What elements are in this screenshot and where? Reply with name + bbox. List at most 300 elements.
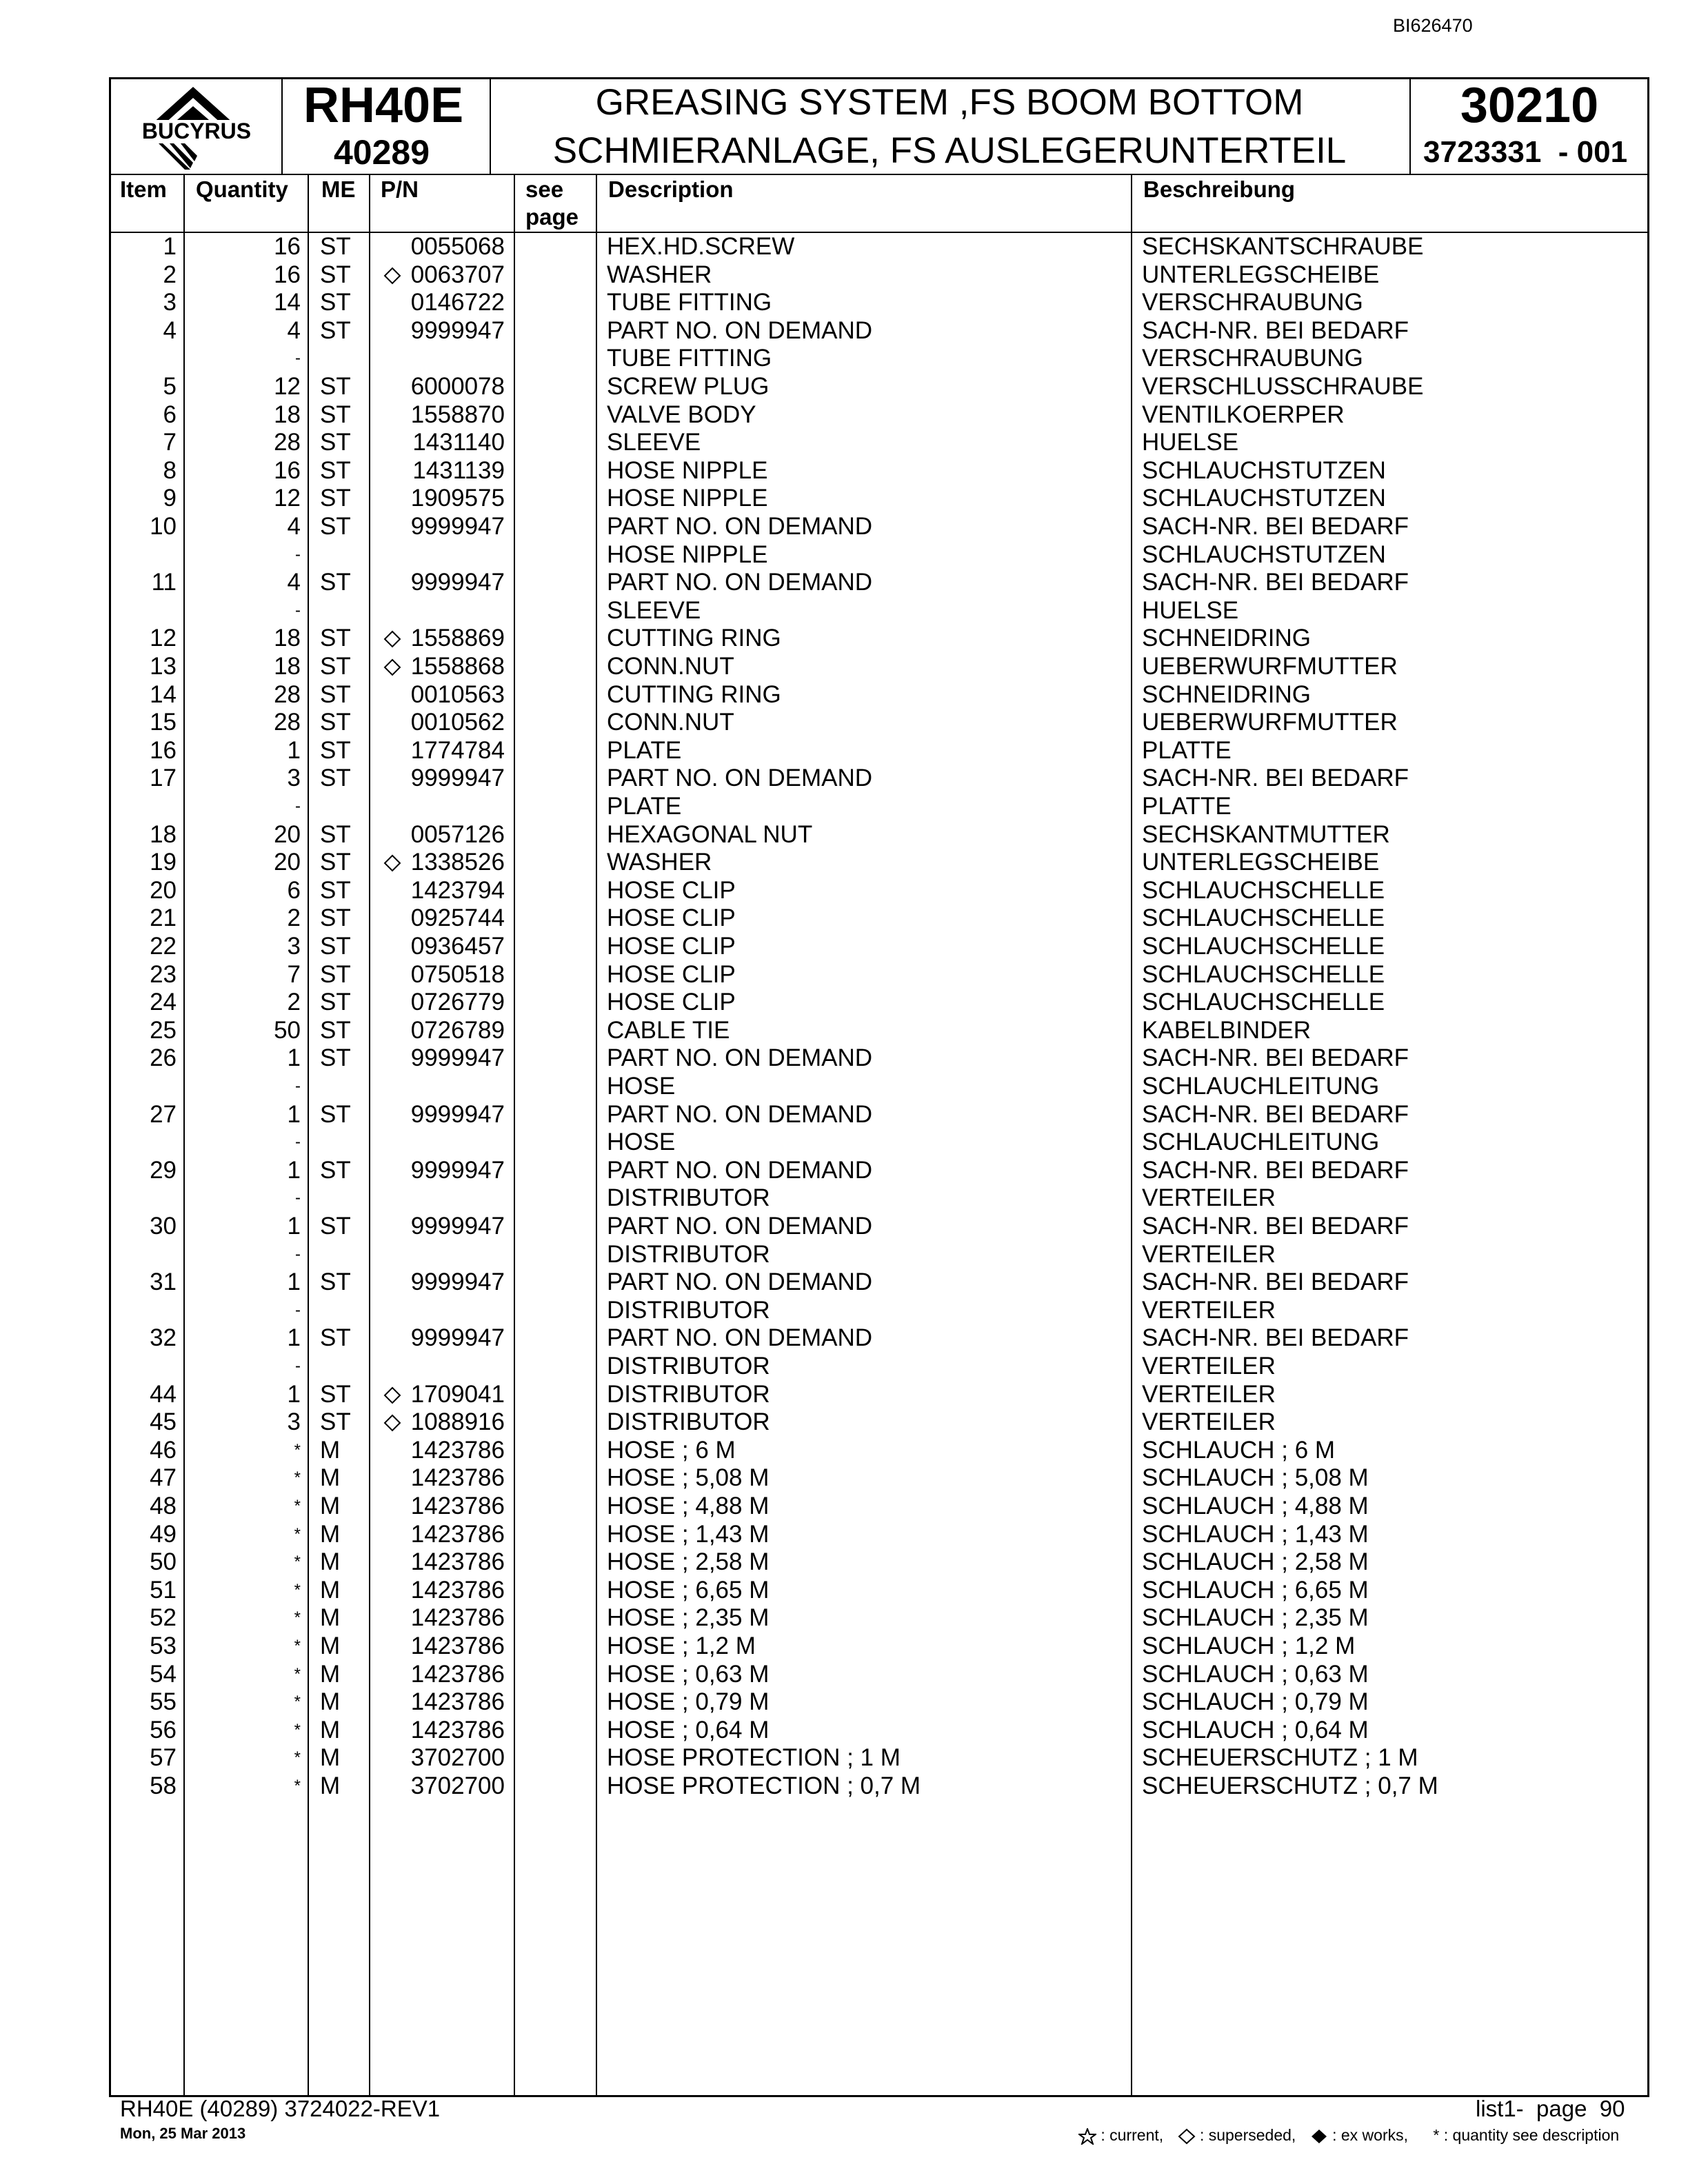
beschreibung: VERTEILER: [1142, 1184, 1276, 1212]
header-divider-v1: [281, 77, 283, 175]
description: PART NO. ON DEMAND: [607, 569, 873, 596]
part-number: 3702700: [410, 1744, 505, 1772]
part-number: 9999947: [410, 1268, 505, 1296]
item-number: 53: [150, 1632, 177, 1659]
part-number: 3702700: [410, 1772, 505, 1799]
item-number: 11: [151, 569, 177, 596]
item-number: 25: [150, 1016, 177, 1044]
part-number: 6000078: [410, 373, 505, 400]
description: SLEEVE: [607, 429, 701, 456]
unit: M: [320, 1688, 341, 1716]
unit: ST: [320, 1268, 351, 1296]
quantity: *: [294, 1777, 301, 1795]
quantity: -: [295, 1133, 301, 1152]
unit: ST: [320, 373, 351, 400]
beschreibung: SCHEUERSCHUTZ ; 1 M: [1142, 1744, 1418, 1772]
item-number: 19: [150, 849, 177, 876]
beschreibung: HUELSE: [1142, 429, 1239, 456]
col-header-see: see: [525, 176, 564, 202]
quantity: *: [294, 1608, 301, 1628]
quantity: 12: [274, 485, 301, 512]
part-number: 1423786: [410, 1493, 505, 1519]
quantity: *: [294, 1692, 301, 1712]
description: PART NO. ON DEMAND: [607, 765, 873, 792]
footer-legend: [1078, 2126, 1619, 2145]
unit: M: [320, 1660, 341, 1688]
part-number: 1423786: [410, 1548, 505, 1576]
beschreibung: VERSCHRAUBUNG: [1142, 345, 1363, 372]
part-number: 1909575: [410, 485, 505, 512]
unit: ST: [320, 709, 351, 736]
quantity: 3: [287, 1408, 301, 1436]
beschreibung: UNTERLEGSCHEIBE: [1142, 261, 1380, 288]
description: CONN.NUT: [607, 709, 734, 736]
part-number: 1423786: [410, 1576, 505, 1604]
footer-date: Mon, 25 Mar 2013: [120, 2125, 246, 2142]
description: PLATE: [607, 793, 682, 820]
unit: ST: [320, 736, 351, 764]
quantity: 20: [274, 849, 301, 876]
description: HOSE ; 1,43 M: [607, 1520, 770, 1548]
part-number: 1088916: [410, 1408, 505, 1436]
quantity: 3: [287, 765, 301, 792]
unit: ST: [320, 233, 351, 260]
bucyrus-logo: [119, 81, 274, 171]
description: DISTRIBUTOR: [607, 1184, 770, 1212]
col-header-quantity: Quantity: [196, 176, 288, 202]
star-outline-icon: [1078, 2128, 1096, 2145]
part-number: 1774784: [410, 736, 505, 764]
item-number: 45: [150, 1408, 177, 1436]
part-number: 1423786: [410, 1632, 505, 1659]
item-number: 21: [150, 904, 177, 932]
beschreibung: UEBERWURFMUTTER: [1142, 653, 1398, 680]
beschreibung: VERSCHRAUBUNG: [1142, 289, 1363, 316]
unit: M: [320, 1493, 341, 1519]
beschreibung: SACH-NR. BEI BEDARF: [1142, 316, 1409, 344]
diamond-outline-icon: [1178, 2128, 1196, 2145]
quantity: 1: [287, 1324, 301, 1352]
part-number: 1423786: [410, 1604, 505, 1632]
item-number: 5: [163, 373, 177, 400]
part-number: 0726779: [410, 989, 505, 1016]
unit: ST: [320, 960, 351, 988]
col-divider-item: [183, 174, 185, 2097]
footer-document-ref: RH40E (40289) 3724022-REV1: [120, 2096, 441, 2121]
part-number: 9999947: [410, 316, 505, 344]
unit: ST: [320, 849, 351, 876]
item-number: 23: [150, 960, 177, 988]
quantity: 28: [274, 709, 301, 736]
item-number: 58: [150, 1772, 177, 1799]
beschreibung: HUELSE: [1142, 596, 1239, 624]
quantity: *: [294, 1720, 301, 1739]
unit: ST: [320, 1016, 351, 1044]
beschreibung: SCHLAUCHLEITUNG: [1142, 1129, 1380, 1156]
item-number: 4: [163, 316, 177, 344]
description: CUTTING RING: [607, 680, 781, 708]
item-number: 14: [150, 680, 177, 708]
description: TUBE FITTING: [607, 289, 772, 316]
quantity: 16: [274, 456, 301, 484]
description: DISTRIBUTOR: [607, 1240, 770, 1268]
part-number: 1709041: [410, 1380, 505, 1408]
beschreibung: SCHLAUCHSCHELLE: [1142, 904, 1385, 932]
legend-current: : current,: [1101, 2126, 1164, 2144]
item-number: 52: [150, 1604, 177, 1632]
unit: M: [320, 1716, 341, 1743]
legend-superseded: : superseded,: [1199, 2126, 1296, 2144]
description: WASHER: [607, 261, 712, 288]
description: HOSE ; 0,79 M: [607, 1688, 770, 1716]
unit: ST: [320, 289, 351, 316]
part-number: 9999947: [410, 765, 505, 792]
beschreibung: SACH-NR. BEI BEDARF: [1142, 765, 1409, 792]
header-divider: [109, 174, 1649, 175]
quantity: 28: [274, 680, 301, 708]
item-number: 54: [150, 1660, 177, 1688]
part-number: 1423786: [410, 1688, 505, 1716]
item-number: 32: [150, 1324, 177, 1352]
part-number: 1423786: [410, 1436, 505, 1464]
item-number: 17: [150, 765, 177, 792]
item-number: 47: [150, 1464, 177, 1492]
description: PART NO. ON DEMAND: [607, 1100, 873, 1128]
unit: M: [320, 1604, 341, 1632]
part-number: 9999947: [410, 569, 505, 596]
unit: ST: [320, 1100, 351, 1128]
beschreibung: SCHLAUCH ; 1,43 M: [1142, 1520, 1369, 1548]
part-number: 0063707: [410, 261, 505, 288]
beschreibung: SCHLAUCHSTUTZEN: [1142, 540, 1386, 568]
description: HOSE ; 4,88 M: [607, 1493, 770, 1519]
quantity: -: [295, 1077, 301, 1095]
beschreibung: SCHLAUCHSCHELLE: [1142, 960, 1385, 988]
beschreibung: SCHLAUCH ; 4,88 M: [1142, 1493, 1369, 1519]
diamond-outline-icon: [383, 1386, 401, 1404]
part-number: 9999947: [410, 513, 505, 540]
description: DISTRIBUTOR: [607, 1353, 770, 1379]
description: HOSE ; 2,35 M: [607, 1604, 770, 1632]
quantity: -: [295, 600, 301, 620]
diamond-filled-icon: [1310, 2128, 1328, 2145]
description: HEXAGONAL NUT: [607, 820, 813, 848]
beschreibung: KABELBINDER: [1142, 1016, 1312, 1044]
quantity: *: [294, 1637, 301, 1655]
quantity: *: [294, 1580, 301, 1599]
unit: ST: [320, 1408, 351, 1436]
beschreibung: VENTILKOERPER: [1142, 401, 1345, 428]
item-number: 27: [150, 1100, 177, 1128]
description: HOSE NIPPLE: [607, 485, 768, 512]
item-number: 29: [150, 1156, 177, 1184]
description: HOSE ; 6 M: [607, 1436, 736, 1464]
item-number: 30: [150, 1213, 177, 1240]
beschreibung: SECHSKANTMUTTER: [1142, 820, 1390, 848]
quantity: *: [294, 1748, 301, 1768]
group-number: 30210: [1460, 78, 1599, 133]
drawing-number: 3723331 - 001: [1423, 135, 1628, 169]
quantity: 14: [274, 289, 301, 316]
unit: ST: [320, 989, 351, 1016]
description: HOSE CLIP: [607, 904, 736, 932]
item-number: 8: [163, 456, 177, 484]
model-name: RH40E: [303, 78, 464, 133]
quantity: *: [294, 1468, 301, 1488]
description: HOSE PROTECTION ; 1 M: [607, 1744, 901, 1772]
quantity: -: [295, 1300, 301, 1320]
quantity: 18: [274, 401, 301, 428]
col-header-item: Item: [120, 176, 167, 202]
part-number: 0146722: [410, 289, 505, 316]
unit: ST: [320, 401, 351, 428]
unit: ST: [320, 653, 351, 680]
description: PART NO. ON DEMAND: [607, 1324, 873, 1352]
beschreibung: SCHLAUCHSTUTZEN: [1142, 485, 1386, 512]
description: HOSE NIPPLE: [607, 456, 768, 484]
col-divider-qty: [308, 174, 309, 2097]
quantity: 4: [287, 569, 301, 596]
beschreibung: SCHLAUCH ; 0,64 M: [1142, 1716, 1369, 1743]
description: DISTRIBUTOR: [607, 1296, 770, 1324]
item-number: 1: [163, 233, 177, 260]
quantity: -: [295, 545, 301, 564]
col-divider-me: [369, 174, 370, 2097]
beschreibung: SCHLAUCH ; 6 M: [1142, 1436, 1336, 1464]
beschreibung: SCHLAUCH ; 0,63 M: [1142, 1660, 1369, 1688]
part-number: 1431140: [412, 429, 505, 456]
unit: M: [320, 1632, 341, 1659]
description: DISTRIBUTOR: [607, 1408, 770, 1436]
unit: ST: [320, 876, 351, 904]
col-header-pn: P/N: [381, 176, 419, 202]
description: HOSE ; 0,64 M: [607, 1716, 770, 1743]
item-number: 46: [150, 1436, 177, 1464]
item-number: 57: [150, 1744, 177, 1772]
quantity: 1: [287, 1100, 301, 1128]
description: HOSE NIPPLE: [607, 540, 768, 568]
beschreibung: SCHLAUCHSTUTZEN: [1142, 456, 1386, 484]
description: CONN.NUT: [607, 653, 734, 680]
item-number: 10: [150, 513, 177, 540]
description: HOSE: [607, 1073, 676, 1100]
quantity: 4: [287, 513, 301, 540]
quantity: -: [295, 1357, 301, 1375]
beschreibung: SACH-NR. BEI BEDARF: [1142, 1044, 1409, 1072]
part-number: 0925744: [410, 904, 505, 932]
item-number: 6: [163, 401, 177, 428]
col-header-beschreibung: Beschreibung: [1143, 176, 1296, 202]
beschreibung: SACH-NR. BEI BEDARF: [1142, 1156, 1409, 1184]
unit: ST: [320, 904, 351, 932]
unit: M: [320, 1436, 341, 1464]
beschreibung: SACH-NR. BEI BEDARF: [1142, 1213, 1409, 1240]
unit: M: [320, 1576, 341, 1604]
unit: ST: [320, 485, 351, 512]
item-number: 50: [150, 1548, 177, 1576]
item-number: 22: [150, 933, 177, 960]
unit: M: [320, 1744, 341, 1772]
item-number: 20: [150, 876, 177, 904]
diamond-outline-icon: [383, 658, 401, 676]
description: SLEEVE: [607, 596, 701, 624]
part-number: 1558868: [410, 653, 505, 680]
item-number: 48: [150, 1493, 177, 1519]
beschreibung: SCHLAUCH ; 0,79 M: [1142, 1688, 1369, 1716]
quantity: *: [294, 1553, 301, 1572]
beschreibung: SACH-NR. BEI BEDARF: [1142, 1324, 1409, 1352]
item-number: 16: [150, 736, 177, 764]
col-divider-seepage: [596, 174, 597, 2097]
col-divider-pn: [514, 174, 515, 2097]
quantity: 1: [287, 1380, 301, 1408]
unit: ST: [320, 1044, 351, 1072]
quantity: 7: [287, 960, 301, 988]
part-number: 9999947: [410, 1044, 505, 1072]
quantity: 16: [274, 233, 301, 260]
item-number: 18: [150, 820, 177, 848]
quantity: -: [295, 1244, 301, 1264]
beschreibung: SCHLAUCH ; 2,58 M: [1142, 1548, 1369, 1576]
unit: M: [320, 1464, 341, 1492]
legend-quantity: * : quantity see description: [1433, 2126, 1620, 2144]
description: HOSE ; 0,63 M: [607, 1660, 770, 1688]
unit: ST: [320, 261, 351, 288]
serial-number: 40289: [334, 133, 430, 172]
description: HOSE CLIP: [607, 933, 736, 960]
part-number: 1423786: [410, 1520, 505, 1548]
beschreibung: PLATTE: [1142, 736, 1232, 764]
part-number: 1431139: [412, 456, 505, 484]
part-number: 0057126: [410, 820, 505, 848]
quantity: 18: [274, 625, 301, 652]
part-number: 1338526: [410, 849, 505, 876]
title-english: GREASING SYSTEM ,FS BOOM BOTTOM: [595, 82, 1304, 123]
beschreibung: VERTEILER: [1142, 1296, 1276, 1324]
description: SCREW PLUG: [607, 373, 770, 400]
description: TUBE FITTING: [607, 345, 772, 372]
description: WASHER: [607, 849, 712, 876]
description: HOSE PROTECTION ; 0,7 M: [607, 1772, 921, 1799]
beschreibung: SCHLAUCHSCHELLE: [1142, 876, 1385, 904]
quantity: *: [294, 1440, 301, 1459]
unit: ST: [320, 765, 351, 792]
quantity: *: [294, 1497, 301, 1515]
description: CUTTING RING: [607, 625, 781, 652]
item-number: 2: [163, 261, 177, 288]
quantity: 1: [287, 1268, 301, 1296]
diamond-outline-icon: [383, 630, 401, 648]
unit: ST: [320, 316, 351, 344]
beschreibung: VERTEILER: [1142, 1240, 1276, 1268]
beschreibung: SCHLAUCHSCHELLE: [1142, 933, 1385, 960]
part-number: 0010563: [410, 680, 505, 708]
unit: ST: [320, 513, 351, 540]
unit: ST: [320, 456, 351, 484]
item-number: 31: [150, 1268, 177, 1296]
item-number: 7: [163, 429, 177, 456]
description: VALVE BODY: [607, 401, 756, 428]
part-number: 9999947: [410, 1324, 505, 1352]
col-header-description: Description: [608, 176, 734, 202]
part-number: 0750518: [410, 960, 505, 988]
unit: ST: [320, 1213, 351, 1240]
item-number: 24: [150, 989, 177, 1016]
quantity: 50: [274, 1016, 301, 1044]
beschreibung: SCHLAUCH ; 1,2 M: [1142, 1632, 1356, 1659]
unit: M: [320, 1520, 341, 1548]
col-divider-desc: [1131, 174, 1132, 2097]
footer-page: list1- page 90: [1476, 2096, 1625, 2121]
quantity: 3: [287, 933, 301, 960]
description: PART NO. ON DEMAND: [607, 1156, 873, 1184]
description: HOSE ; 1,2 M: [607, 1632, 756, 1659]
description: PLATE: [607, 736, 682, 764]
item-number: 49: [150, 1520, 177, 1548]
part-number: 9999947: [410, 1100, 505, 1128]
unit: ST: [320, 1380, 351, 1408]
quantity: 1: [287, 736, 301, 764]
part-number: 1423786: [410, 1716, 505, 1743]
diamond-outline-icon: [383, 1414, 401, 1432]
beschreibung: SCHLAUCHLEITUNG: [1142, 1073, 1380, 1100]
description: HOSE CLIP: [607, 989, 736, 1016]
item-number: 12: [150, 625, 177, 652]
quantity: 2: [287, 904, 301, 932]
unit: ST: [320, 1324, 351, 1352]
description: HOSE ; 5,08 M: [607, 1464, 770, 1492]
quantity: *: [294, 1664, 301, 1684]
unit: ST: [320, 625, 351, 652]
quantity: 12: [274, 373, 301, 400]
description: PART NO. ON DEMAND: [607, 1268, 873, 1296]
description: HOSE ; 2,58 M: [607, 1548, 770, 1576]
description: HOSE ; 6,65 M: [607, 1576, 770, 1604]
beschreibung: SCHLAUCH ; 5,08 M: [1142, 1464, 1369, 1492]
unit: M: [320, 1772, 341, 1799]
quantity: 1: [287, 1213, 301, 1240]
legend-ex-works: : ex works,: [1332, 2126, 1409, 2144]
quantity: 18: [274, 653, 301, 680]
quantity: 20: [274, 820, 301, 848]
part-number: 1423786: [410, 1464, 505, 1492]
part-number: 1423786: [410, 1660, 505, 1688]
description: HOSE CLIP: [607, 960, 736, 988]
beschreibung: SECHSKANTSCHRAUBE: [1142, 233, 1424, 260]
beschreibung: SACH-NR. BEI BEDARF: [1142, 1100, 1409, 1128]
quantity: -: [295, 349, 301, 368]
beschreibung: SCHEUERSCHUTZ ; 0,7 M: [1142, 1772, 1438, 1799]
unit: ST: [320, 820, 351, 848]
beschreibung: UEBERWURFMUTTER: [1142, 709, 1398, 736]
item-number: 56: [150, 1716, 177, 1743]
item-number: 55: [150, 1688, 177, 1716]
description: HOSE: [607, 1129, 676, 1156]
beschreibung: SCHLAUCH ; 6,65 M: [1142, 1576, 1369, 1604]
description: HEX.HD.SCREW: [607, 233, 795, 260]
part-number: 9999947: [410, 1156, 505, 1184]
quantity: -: [295, 1189, 301, 1208]
part-number: 1558870: [410, 401, 505, 428]
description: DISTRIBUTOR: [607, 1380, 770, 1408]
unit: ST: [320, 429, 351, 456]
unit: ST: [320, 933, 351, 960]
quantity: -: [295, 797, 301, 816]
beschreibung: VERSCHLUSSCHRAUBE: [1142, 373, 1424, 400]
beschreibung: SCHLAUCHSCHELLE: [1142, 989, 1385, 1016]
description: PART NO. ON DEMAND: [607, 1213, 873, 1240]
part-number: 1558869: [410, 625, 505, 652]
